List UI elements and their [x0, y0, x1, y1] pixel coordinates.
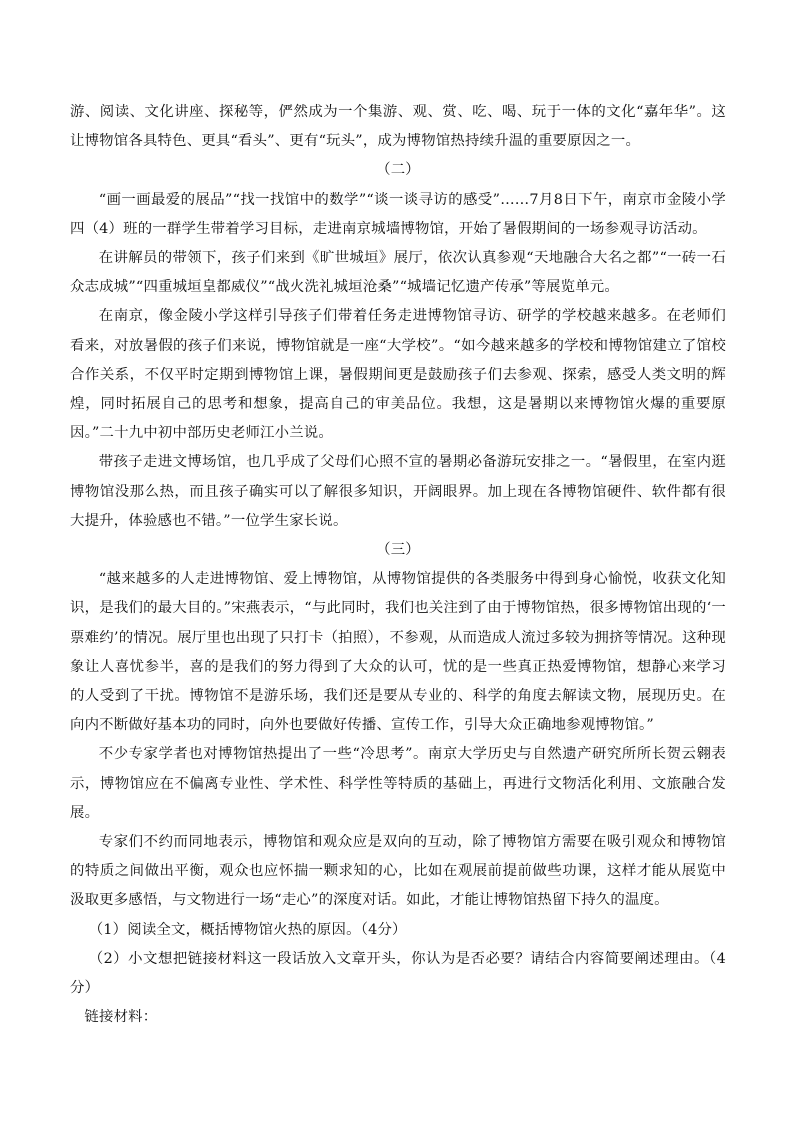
paragraph: 不少专家学者也对博物馆热提出了一些“冷思考”。南京大学历史与自然遗产研究所所长贺云翱表示，博物馆应在不偏离专业性、学术性、科学性等特质的基础上，再进行文物活化利用、文旅融合发展。 [70, 746, 726, 821]
paragraph: 游、阅读、文化讲座、探秘等，俨然成为一个集游、观、赏、吃、喝、玩于一体的文化“嘉年华”。这让博物馆各具特色、更具“看头”、更有“玩头”，成为博物馆热持续升温的重要原因之一。 [70, 104, 726, 150]
section-heading: （二） [376, 162, 420, 179]
question-2: （2）小文想把链接材料这一段话放入文章开头，你认为是否必要？请结合内容简要阐述理由。（4分） [70, 950, 726, 997]
section-heading: （三） [376, 542, 420, 559]
paragraph: 在讲解员的带领下，孩子们来到《旷世城垣》展厅，依次认真参观“天地融合大名之都”“一砖一石众志成城”“四重城垣皇都威仪”“战火洗礼城垣沧桑”“城墙记忆遗产传承”等展览单元。 [70, 250, 726, 296]
link-material-label: 链接材料： [84, 1009, 158, 1026]
paragraph: “越来越多的人走进博物馆、爱上博物馆，从博物馆提供的各类服务中得到身心愉悦，收获文化知识，是我们的最大目的。”宋燕表示，“与此同时，我们也关注到了由于博物馆热，很多博物馆出现的‘一票难约’的情况。展厅里也出现了只打卡（拍照），不参观，从而造成人流过多较为拥挤等情况。这种现象让人喜忧参半，喜的是我们的努力得到了大众的认可，忧的是一些真正热爱博物馆，想静心来学习的人受到了干扰。博物馆不是游乐场，我们还是要从专业的、科学的角度去解读文物，展现历史。在向内不断做好基本功的同时，向外也要做好传播、宣传工作，引导大众正确地参观博物馆。” [70, 571, 726, 734]
article-body [70, 98, 726, 1033]
paragraph: 带孩子走进文博场馆，也几乎成了父母们心照不宣的暑期必备游玩安排之一。“暑假里，在室内逛博物馆没那么热，而且孩子确实可以了解很多知识，开阔眼界。加上现在各博物馆硬件、软件都有很大提升，体验感也不错。”一位学生家长说。 [70, 454, 726, 529]
paragraph: 在南京，像金陵小学这样引导孩子们带着任务走进博物馆寻访、研学的学校越来越多。在老师们看来，对放暑假的孩子们来说，博物馆就是一座“大学校”。“如今越来越多的学校和博物馆建立了馆校合作关系，不仅平时定期到博物馆上课，暑假期间更是鼓励孩子们去参观、探索，感受人类文明的辉煌，同时拓展自己的思考和想象，提高自己的审美品位。我想，这是暑期以来博物馆火爆的重要原因。”二十九中初中部历史老师江小兰说。 [70, 308, 726, 442]
paragraph: 专家们不约而同地表示，博物馆和观众应是双向的互动，除了博物馆方需要在吸引观众和博物馆的特质之间做出平衡，观众也应怀揣一颗求知的心，比如在观展前提前做些功课，这样才能从展览中汲取更多感悟，与文物进行一场“走心”的深度对话。如此，才能让博物馆热留下持久的温度。 [70, 834, 726, 909]
paragraph: “画一画最爱的展品”“找一找馆中的数学”“谈一谈寻访的感受”……7月8日下午，南京市金陵小学四（4）班的一群学生带着学习目标，走进南京城墙博物馆，开始了暑假期间的一场参观寻访活动。 [70, 191, 726, 237]
question-1: （1）阅读全文，概括博物馆火热的原因。（4分） [88, 921, 407, 938]
